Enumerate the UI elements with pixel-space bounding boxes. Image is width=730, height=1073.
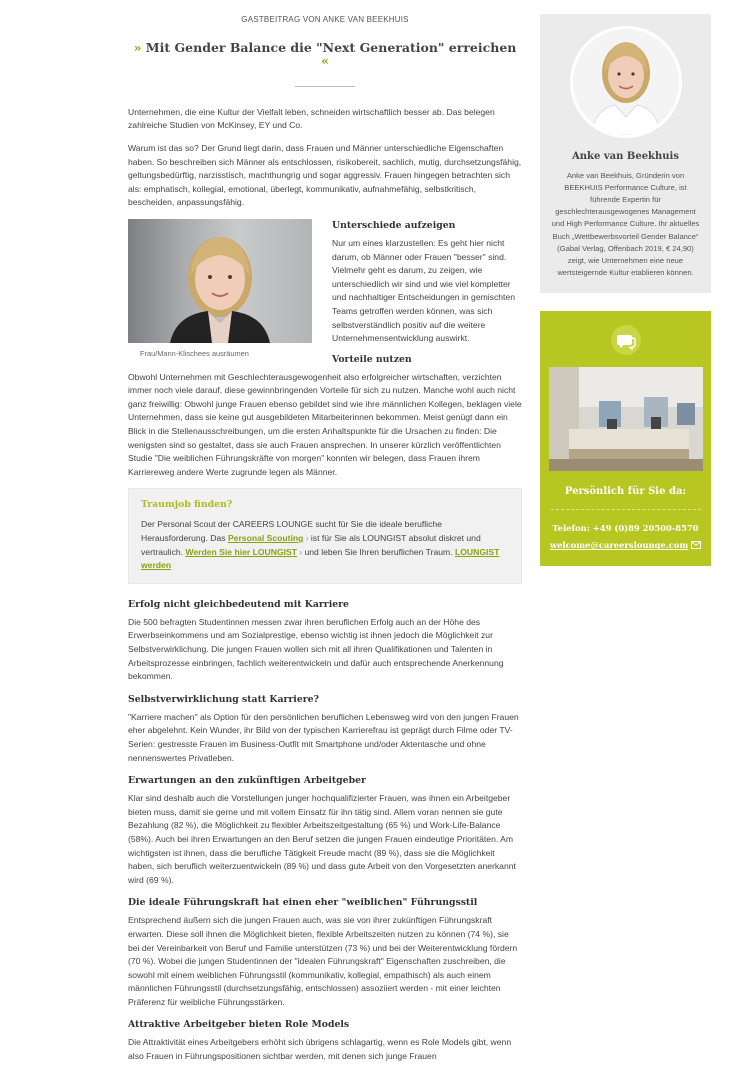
cta-text-part: und leben Sie Ihren beruflichen Traum. — [304, 546, 453, 557]
job-cta-box — [128, 488, 522, 583]
section-erfolg — [128, 598, 522, 684]
article-kicker: GASTBEITRAG VON ANKE VAN BEEKHUIS — [241, 15, 409, 24]
chevron-right-icon: › — [305, 534, 309, 544]
author-photo — [128, 219, 312, 343]
office-photo — [549, 367, 703, 471]
loungist-werden-link[interactable]: LOUNGIST werden — [141, 546, 500, 571]
article-main — [128, 10, 522, 1073]
article-paragraph: "Karriere machen" als Option für den persönlichen beruflichen Lebensweg wird von den jungen Frauen eher abgelehnt. Kein Wunder, ihr Bild von der typischen Karrierefrau ist geprägt durch Filme oder TV-Serien: gestresste Frauen im Business-Outfit mit Smartphone und/oder Aktentasche und ohne nennenswertes Privatleben. — [128, 711, 519, 763]
heading-erfolg: Erfolg nicht gleichbedeutend mit Karriere — [128, 598, 349, 610]
contact-box — [540, 311, 711, 566]
personal-scouting-link[interactable]: Personal Scouting — [227, 533, 304, 544]
heading-vorteile: Vorteile nutzen — [332, 353, 412, 365]
email-row — [548, 537, 703, 554]
section-fuehrung — [128, 896, 522, 1009]
author-bio: Anke van Beekhuis, Gründerin von BEEKHUIS Performance Culture, ist führende Expertin für geschlechterausgewogenes Management und High Performance Culture. Ihr aktuelles Buch „Wettbewerbsvorteil Gender Balance“ (Gabal Verlag, Offenbach 2019, € 24,90) zeigt, wie Unternehmen eine neue wertsteigernde Kultur etablieren können. — [551, 170, 700, 278]
article-paragraph: Die Attraktivität eines Arbeitgebers erhöht sich übrigens schlagartig, wenn es Role Models gibt, wenn also Frauen in Führungspositionen sichtbar werden, mit denen sich junge Frauen — [128, 1037, 512, 1062]
contact-divider — [551, 509, 701, 510]
contact-heading: Persönlich für Sie da: — [564, 486, 687, 498]
heading-unterschiede: Unterschiede aufzeigen — [332, 219, 456, 231]
article-paragraph: Obwohl Unternehmen mit Geschlechterausgewogenheit also erfolgreicher wirtschaften, verzichten immer noch viele darauf, diese gewinnbringenden Vorteile für sich zu nutzen. Manche wohl auch nicht ganz freiwillig: Obwohl junge Frauen ebenso gebildet sind wie ihre männlichen Kollegen, beklagen viele Unternehmen, dass sie keine gut ausgebildeten Mitarbeiterinnen bekommen. Meist genügt dann ein Blick in die Stellenausschreibungen, um die ersten Anhaltspunkte für die Ursachen zu finden: Die wenigsten sind so gestaltet, dass sie auch Frauen ansprechen. In unserer kürzlich veröffentlichten Studie "Die weiblichen Führungskräfte von morgen" konnten wir belegen, dass Frauen ihrem Karriereweg andere Werte zugrunde legen als Männer. — [128, 371, 522, 477]
cta-title: Traumjob finden? — [141, 499, 233, 511]
become-loungist-link[interactable]: Werden Sie hier LOUNGIST — [185, 546, 298, 557]
author-photo-figure — [128, 219, 318, 359]
chat-bubbles-icon — [611, 325, 641, 355]
chevron-right-icon: › — [299, 547, 303, 557]
author-bio-box — [540, 14, 711, 293]
cta-text-part: ist für Sie als LOUNGIST absolut diskret und vertraulich. — [141, 533, 481, 557]
contact-details — [548, 520, 703, 554]
email-link[interactable]: welcome@careerslounge.com — [549, 540, 689, 551]
heading-role: Attraktive Arbeitgeber bieten Role Models — [128, 1019, 350, 1031]
article-title-text: Mit Gender Balance die "Next Generation" erreichen — [145, 39, 517, 55]
title-divider — [295, 86, 355, 87]
quote-open: » — [133, 39, 142, 55]
sidebar — [540, 14, 711, 566]
article-paragraph: Nur um eines klarzustellen: Es geht hier nicht darum, ob Männer oder Frauen "besser" sind. Vielmehr geht es darum, zu zeigen, wie unterschiedlich wir sind und wie viel kompletter und nachhaltiger Entscheidungen in gemischten Teams getroffen werden können, was sich selbstverständlich positiv auf die weitere Unternehmensentwicklung auswirkt. — [332, 237, 515, 344]
phone-number[interactable]: Telefon: +49 (0)89 20500-8570 — [552, 523, 699, 534]
author-avatar — [570, 26, 682, 138]
article-paragraph: Klar sind deshalb auch die Vorstellungen junger hochqualifizierter Frauen, was ihnen ein Arbeitgeber bieten muss, damit sie gerne und mit vollem Einsatz für ihn tätig sind. Allem voran nennen sie gute Bezahlung (82 %), die Möglichkeit zu flexibler Arbeitszeitgestaltung (65 %) und Work-Life-Balance (58%). Auch bei ihren Erwartungen an den Beruf setzen die jungen Frauen eindeutige Prioritäten. Am wichtigsten ist ihnen, dass die berufliche Tätigkeit Freude macht (89 %), dass sie die Möglichkeit haben, sich beruflich weiterzuentwickeln (89 %) und dass gute Arbeit von den Vorgesetzten anerkannt wird (69 %). — [128, 793, 516, 885]
heading-selbst: Selbstverwirklichung statt Karriere? — [128, 693, 320, 705]
article-title — [128, 41, 522, 68]
section-selbst — [128, 693, 522, 765]
article-paragraph: Warum ist das so? Der Grund liegt darin, dass Frauen und Männer unterschiedliche Eigenschaften haben. So beschreiben sich Männer als entschlossen, risikobereit, sachlich, mutig, durchsetzungsfähig, geltungsbedürftig, narzisstisch, machthungrig und sogar aggressiv. Frauen hingegen betrachten sich als: emphatisch, kollegial, emotional, überlegt, kommunikativ, aufnahmefähig, selbstkritisch, bescheiden, anpassungsfähig. — [128, 142, 522, 208]
quote-close: « — [321, 53, 329, 69]
section-role — [128, 1018, 522, 1063]
author-name: Anke van Beekhuis — [572, 151, 679, 162]
cta-text — [141, 518, 509, 572]
envelope-icon — [691, 540, 701, 550]
heading-erwartungen: Erwartungen an den zukünftigen Arbeitgeber — [128, 775, 366, 787]
photo-caption: Frau/Mann-Klischees ausräumen — [140, 348, 249, 358]
cta-text-part: Der Personal Scout der CAREERS LOUNGE sucht für Sie die ideale berufliche Herausforderung. Das — [141, 519, 442, 544]
article-paragraph: Entsprechend äußern sich die jungen Frauen auch, was sie von ihrer zukünftigen Führungskraft erwarten. Diese soll ihnen die Möglichkeit bieten, flexible Arbeitszeiten nutzen zu können (74 %), sie bei der Vereinbarkeit von Beruf und Familie unterstützen (73 %) und bei der Weiterentwicklung fördern (70 %). Wobei die jungen Studentinnen der "idealen Führungskraft" Eigenschaften zuschreiben, die sowohl mit einem weiblichen Führungsstil (kommunikativ, kollegial, empathisch) als auch einem männlichen Führungsstil (durchsetzungsfähig, entschlossen) assoziiert werden - mit einer leichten Präferenz für weibliche Führungsstärken. — [128, 915, 518, 1007]
article-paragraph: Die 500 befragten Studentinnen messen zwar ihren beruflichen Erfolg auch an der Höhe des Erwerbseinkommens und am Sozialprestige, ebenso wichtig ist ihnen jedoch die Möglichkeit zur Selbstverwirklichung. Die jungen Frauen wollen sich mit all ihren Qualifikationen und Talenten in Arbeitsprozesse einbringen, fachlich weiterentwickeln und dafür auch entsprechende Anerkennung bekommen. — [128, 616, 504, 682]
heading-fuehrung: Die ideale Führungskraft hat einen eher "weiblichen" Führungsstil — [128, 897, 478, 909]
article-intro: Unternehmen, die eine Kultur der Vielfalt leben, schneiden wirtschaftlich besser ab. Das belegen zahlreiche Studien von McKinsey, EY und Co. — [128, 106, 495, 131]
section-erwartungen — [128, 774, 522, 887]
